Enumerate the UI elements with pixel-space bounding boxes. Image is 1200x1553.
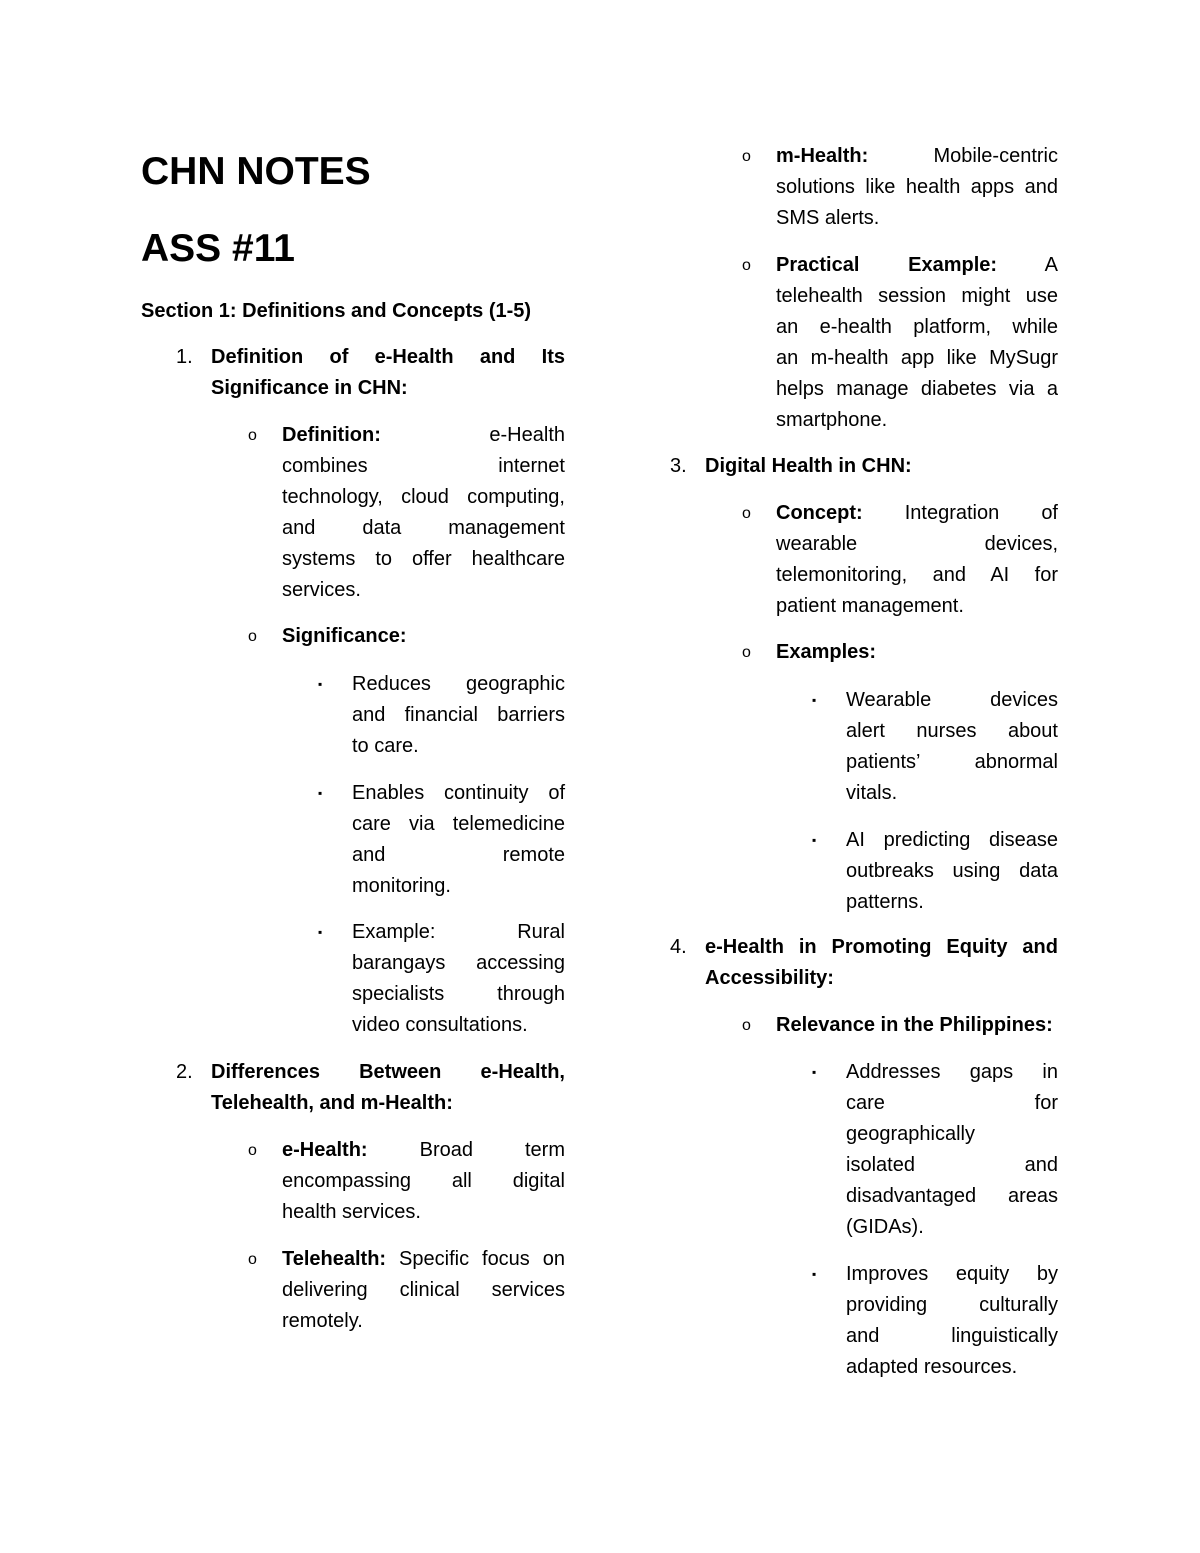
point-line: Improves equity by (846, 1263, 1058, 1285)
point-line: specialists through (352, 983, 565, 1005)
mhealth-block (776, 141, 1058, 234)
block-line: delivering clinical services (282, 1279, 565, 1301)
item-heading-line: Differences Between e-Health, (211, 1061, 565, 1083)
point-line: Reduces geographic (352, 673, 565, 695)
significance-label-text: Significance: (282, 625, 407, 647)
bullet-marker: ▪ (812, 693, 817, 707)
point-line: Example: Rural (352, 921, 565, 943)
block-line: helps manage diabetes via a (776, 378, 1058, 400)
sub-marker: o (742, 148, 751, 165)
significance-point (352, 778, 565, 902)
point-line: patients’ abnormal (846, 751, 1058, 773)
point-line: patterns. (846, 891, 924, 913)
point-line: and financial barriers (352, 704, 565, 726)
item-number: 1. (176, 346, 193, 368)
point-line: Wearable devices (846, 689, 1058, 711)
item-number: 2. (176, 1061, 193, 1083)
document-subtitle: ASS #11 (141, 227, 295, 270)
block-line: telemonitoring, and AI for (776, 564, 1058, 586)
item-heading-line: Significance in CHN: (211, 377, 408, 399)
block-line: an e-health platform, while (776, 316, 1058, 338)
example-point (846, 825, 1058, 918)
block-line: patient management. (776, 595, 964, 617)
item-heading-line: Accessibility: (705, 967, 834, 989)
point-line: alert nurses about (846, 720, 1058, 742)
concept-block (776, 498, 1058, 622)
block-line: SMS alerts. (776, 207, 880, 229)
definition-line: combines internet (282, 455, 565, 477)
bullet-marker: ▪ (812, 1267, 817, 1281)
document-title: CHN NOTES (141, 150, 371, 193)
point-line: Enables continuity of (352, 782, 565, 804)
point-line: (GIDAs). (846, 1216, 924, 1238)
examples-label (776, 637, 1058, 668)
point-line: isolated and (846, 1154, 1058, 1176)
item-heading-line: Telehealth, and m-Health: (211, 1092, 453, 1114)
definition-line: and data management (282, 517, 565, 539)
point-line: and remote (352, 844, 565, 866)
item-heading (211, 1057, 565, 1119)
sub-marker: o (248, 1142, 257, 1159)
point-line: and linguistically (846, 1325, 1058, 1347)
block-line: Telehealth: Specific focus on (282, 1248, 565, 1270)
block-line: Concept: Integration of (776, 502, 1058, 524)
item-number: 3. (670, 455, 687, 477)
definition-block (282, 420, 565, 606)
item-heading (211, 342, 565, 404)
block-line: smartphone. (776, 409, 888, 431)
relevance-label-text: Relevance in the Philippines: (776, 1014, 1053, 1036)
ehealth-block (282, 1135, 565, 1228)
bullet-marker: ▪ (318, 677, 323, 691)
relevance-point (846, 1057, 1058, 1243)
sub-marker: o (248, 1251, 257, 1268)
concept-label: Concept: (776, 502, 863, 524)
point-line: barangays accessing (352, 952, 565, 974)
telehealth-block (282, 1244, 565, 1337)
definition-line: technology, cloud computing, (282, 486, 565, 508)
point-line: monitoring. (352, 875, 451, 897)
bullet-marker: ▪ (318, 786, 323, 800)
definition-line: Definition: e-Health (282, 424, 565, 446)
sub-marker: o (742, 505, 751, 522)
block-line: wearable devices, (776, 533, 1058, 555)
significance-point (352, 669, 565, 762)
point-line: care via telemedicine (352, 813, 565, 835)
item-number: 4. (670, 936, 687, 958)
item-heading (705, 451, 1058, 482)
point-line: care for (846, 1092, 1058, 1114)
examples-label-text: Examples: (776, 641, 877, 663)
block-line: health services. (282, 1201, 421, 1223)
definition-line: systems to offer healthcare (282, 548, 565, 570)
item-heading-line: e-Health in Promoting Equity and (705, 936, 1058, 958)
item-heading (705, 932, 1058, 994)
mhealth-label: m-Health: (776, 145, 869, 167)
example-point (846, 685, 1058, 809)
block-line: Practical Example: A (776, 254, 1059, 276)
relevance-label (776, 1010, 1058, 1041)
point-line: AI predicting disease (846, 829, 1058, 851)
sub-marker: o (742, 1017, 751, 1034)
sub-marker: o (742, 644, 751, 661)
point-line: adapted resources. (846, 1356, 1018, 1378)
point-line: outbreaks using data (846, 860, 1058, 882)
ehealth-label: e-Health: (282, 1139, 368, 1161)
definition-line: services. (282, 579, 361, 601)
block-line: m-Health: Mobile-centric (776, 145, 1058, 167)
block-line: telehealth session might use (776, 285, 1058, 307)
definition-label: Definition: (282, 424, 381, 446)
significance-point (352, 917, 565, 1041)
bullet-marker: ▪ (812, 1065, 817, 1079)
sub-marker: o (248, 628, 257, 645)
block-line: an m-health app like MySugr (776, 347, 1058, 369)
block-line: solutions like health apps and (776, 176, 1058, 198)
item-heading-text: Digital Health in CHN: (705, 455, 912, 477)
significance-label (282, 621, 565, 652)
bullet-marker: ▪ (318, 925, 323, 939)
point-line: providing culturally (846, 1294, 1058, 1316)
point-line: to care. (352, 735, 419, 757)
block-line: remotely. (282, 1310, 363, 1332)
point-line: video consultations. (352, 1014, 528, 1036)
practical-label: Practical Example: (776, 254, 998, 276)
relevance-point (846, 1259, 1058, 1383)
sub-marker: o (248, 427, 257, 444)
point-line: Addresses gaps in (846, 1061, 1058, 1083)
item-heading-line: Definition of e-Health and Its (211, 346, 565, 368)
telehealth-label: Telehealth: (282, 1248, 387, 1270)
section-heading: Section 1: Definitions and Concepts (1-5) (141, 300, 532, 322)
block-line: e-Health: Broad term (282, 1139, 565, 1161)
point-line: disadvantaged areas (846, 1185, 1058, 1207)
point-line: geographically (846, 1123, 975, 1145)
practical-example-block (776, 250, 1058, 436)
point-line: vitals. (846, 782, 898, 804)
block-line: encompassing all digital (282, 1170, 565, 1192)
sub-marker: o (742, 257, 751, 274)
bullet-marker: ▪ (812, 833, 817, 847)
